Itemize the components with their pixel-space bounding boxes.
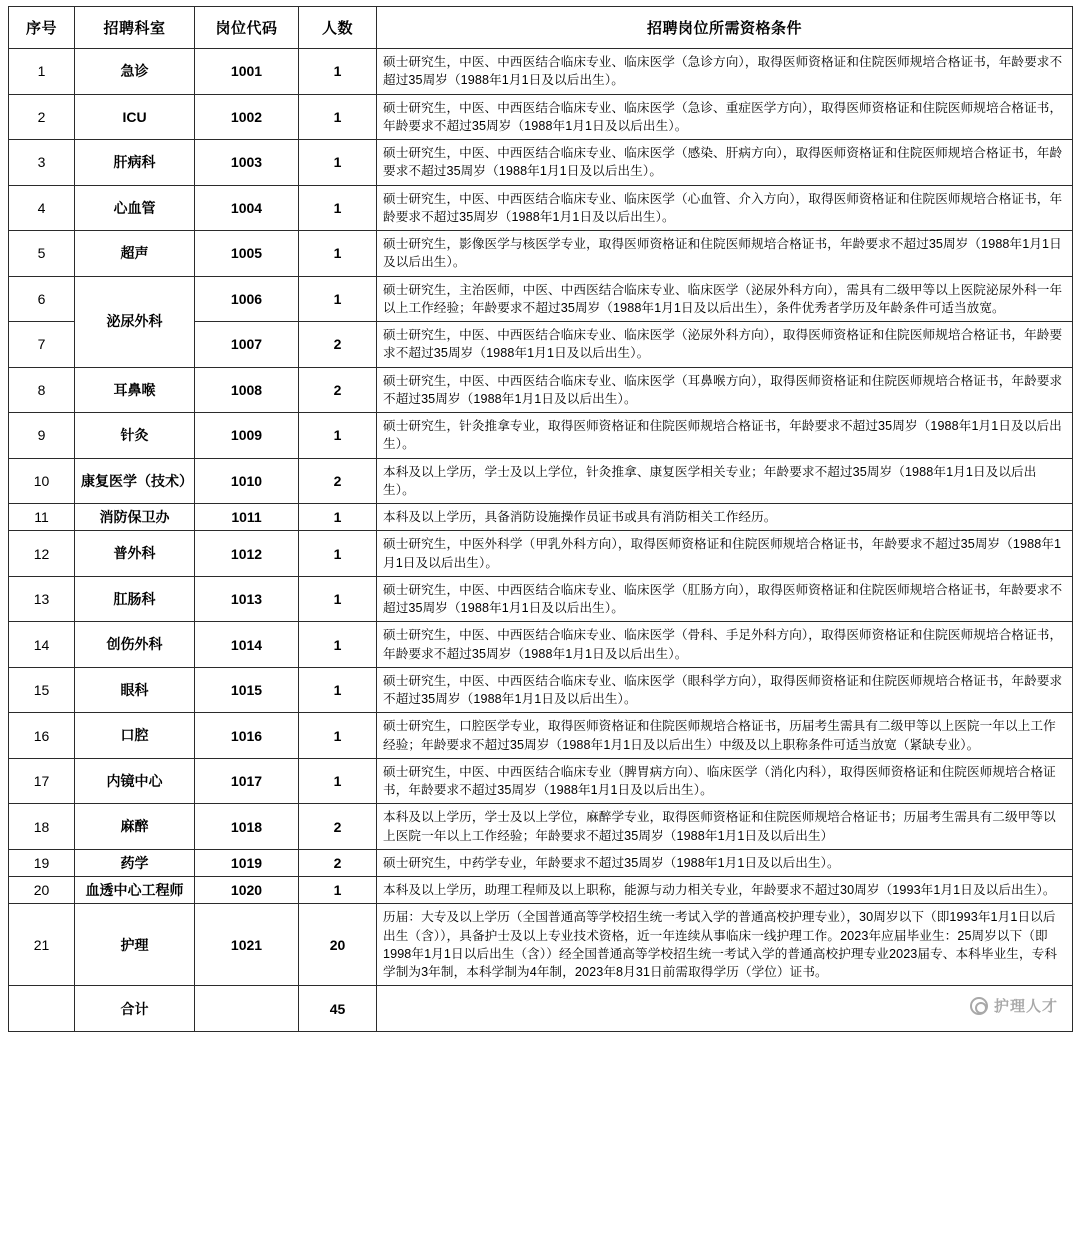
column-header-seq: 序号 bbox=[9, 7, 75, 49]
wechat-circle-icon bbox=[970, 997, 988, 1015]
recruitment-table bbox=[8, 6, 1073, 1032]
column-header-requirements: 招聘岗位所需资格条件 bbox=[377, 7, 1073, 49]
cell-headcount: 2 bbox=[299, 849, 377, 876]
cell-seq: 12 bbox=[9, 531, 75, 577]
watermark-text: 护理人才 bbox=[993, 998, 1058, 1016]
table-total-row bbox=[9, 986, 1073, 1032]
cell-seq: 20 bbox=[9, 877, 75, 904]
cell-department: 针灸 bbox=[75, 413, 195, 459]
cell-requirements: 历届：大专及以上学历（全国普通高等学校招生统一考试入学的普通高校护理专业），30周岁以下（即1993年1月1日以后出生（含）），具备护士及以上专业技术资格，近一年连续从事临床一线护理工作。2023年应届毕业生：25周岁以下（即1998年1月1日以后出生（含））经全国普通高等学校招生统一考试入学的普通高校护理专业2023届专、本科毕业生，专科学制为3年制，本科学制为4年制，2023年8月31日前需取得学历（学位）证书。 bbox=[377, 904, 1073, 986]
cell-headcount: 1 bbox=[299, 622, 377, 668]
cell-headcount: 1 bbox=[299, 185, 377, 231]
cell-department: 心血管 bbox=[75, 185, 195, 231]
cell-department: 超声 bbox=[75, 231, 195, 277]
table-row bbox=[9, 367, 1073, 413]
table-row bbox=[9, 849, 1073, 876]
cell-requirements: 本科及以上学历，具备消防设施操作员证书或具有消防相关工作经历。 bbox=[377, 504, 1073, 531]
cell-position-code: 1009 bbox=[195, 413, 299, 459]
table-row bbox=[9, 667, 1073, 713]
cell-headcount: 1 bbox=[299, 504, 377, 531]
cell-headcount: 2 bbox=[299, 367, 377, 413]
cell-seq: 11 bbox=[9, 504, 75, 531]
cell-department: 口腔 bbox=[75, 713, 195, 759]
cell-position-code: 1015 bbox=[195, 667, 299, 713]
cell-seq: 2 bbox=[9, 94, 75, 140]
table-row bbox=[9, 531, 1073, 577]
cell-requirements: 硕士研究生，中药学专业，年龄要求不超过35周岁（1988年1月1日及以后出生）。 bbox=[377, 849, 1073, 876]
cell-seq: 14 bbox=[9, 622, 75, 668]
cell-department: 消防保卫办 bbox=[75, 504, 195, 531]
cell-department: 急诊 bbox=[75, 49, 195, 95]
cell-department: 护理 bbox=[75, 904, 195, 986]
table-row bbox=[9, 576, 1073, 622]
cell-requirements: 硕士研究生，中医、中西医结合临床专业、临床医学（骨科、手足外科方向），取得医师资格证和住院医师规培合格证书，年龄要求不超过35周岁（1988年1月1日及以后出生）。 bbox=[377, 622, 1073, 668]
table-row bbox=[9, 94, 1073, 140]
cell-requirements: 硕士研究生，中医、中西医结合临床专业、临床医学（耳鼻喉方向），取得医师资格证和住院医师规培合格证书，年龄要求不超过35周岁（1988年1月1日及以后出生）。 bbox=[377, 367, 1073, 413]
column-header-department: 招聘科室 bbox=[75, 7, 195, 49]
cell-department: 泌尿外科 bbox=[75, 276, 195, 367]
table-row bbox=[9, 413, 1073, 459]
cell-department: 肛肠科 bbox=[75, 576, 195, 622]
cell-seq: 17 bbox=[9, 758, 75, 804]
cell-headcount: 1 bbox=[299, 758, 377, 804]
cell-position-code: 1012 bbox=[195, 531, 299, 577]
cell-total-blank-code bbox=[195, 986, 299, 1032]
cell-seq: 3 bbox=[9, 140, 75, 186]
cell-requirements: 硕士研究生，中医、中西医结合临床专业、临床医学（感染、肝病方向），取得医师资格证和住院医师规培合格证书，年龄要求不超过35周岁（1988年1月1日及以后出生）。 bbox=[377, 140, 1073, 186]
cell-headcount: 2 bbox=[299, 804, 377, 850]
cell-headcount: 1 bbox=[299, 231, 377, 277]
cell-requirements: 硕士研究生，中医、中西医结合临床专业、临床医学（急诊方向），取得医师资格证和住院医师规培合格证书，年龄要求不超过35周岁（1988年1月1日及以后出生）。 bbox=[377, 49, 1073, 95]
cell-seq: 19 bbox=[9, 849, 75, 876]
cell-requirements: 硕士研究生，中医、中西医结合临床专业、临床医学（泌尿外科方向），取得医师资格证和住院医师规培合格证书，年龄要求不超过35周岁（1988年1月1日及以后出生）。 bbox=[377, 322, 1073, 368]
table-row bbox=[9, 231, 1073, 277]
cell-position-code: 1011 bbox=[195, 504, 299, 531]
table-body bbox=[9, 49, 1073, 1032]
cell-requirements: 本科及以上学历，学士及以上学位，麻醉学专业，取得医师资格证和住院医师规培合格证书；历届考生需具有二级甲等以上医院一年以上工作经验；年龄要求不超过35周岁（1988年1月1日及以后出生） bbox=[377, 804, 1073, 850]
cell-headcount: 1 bbox=[299, 531, 377, 577]
cell-seq: 6 bbox=[9, 276, 75, 322]
table-row bbox=[9, 504, 1073, 531]
cell-seq: 13 bbox=[9, 576, 75, 622]
cell-position-code: 1007 bbox=[195, 322, 299, 368]
cell-headcount: 1 bbox=[299, 713, 377, 759]
cell-headcount: 1 bbox=[299, 413, 377, 459]
cell-position-code: 1010 bbox=[195, 458, 299, 504]
cell-total-label: 合计 bbox=[75, 986, 195, 1032]
cell-requirements: 硕士研究生，中医、中西医结合临床专业、临床医学（急诊、重症医学方向），取得医师资格证和住院医师规培合格证书，年龄要求不超过35周岁（1988年1月1日及以后出生）。 bbox=[377, 94, 1073, 140]
column-header-position-code: 岗位代码 bbox=[195, 7, 299, 49]
cell-position-code: 1013 bbox=[195, 576, 299, 622]
table-row bbox=[9, 185, 1073, 231]
cell-requirements: 硕士研究生，中医、中西医结合临床专业、临床医学（眼科学方向），取得医师资格证和住院医师规培合格证书，年龄要求不超过35周岁（1988年1月1日及以后出生）。 bbox=[377, 667, 1073, 713]
cell-requirements: 硕士研究生，针灸推拿专业，取得医师资格证和住院医师规培合格证书，年龄要求不超过35周岁（1988年1月1日及以后出生）。 bbox=[377, 413, 1073, 459]
cell-requirements: 硕士研究生，影像医学与核医学专业，取得医师资格证和住院医师规培合格证书，年龄要求不超过35周岁（1988年1月1日及以后出生）。 bbox=[377, 231, 1073, 277]
table-row bbox=[9, 622, 1073, 668]
cell-requirements: 本科及以上学历，助理工程师及以上职称，能源与动力相关专业，年龄要求不超过30周岁（1993年1月1日及以后出生）。 bbox=[377, 877, 1073, 904]
cell-headcount: 1 bbox=[299, 877, 377, 904]
cell-seq: 7 bbox=[9, 322, 75, 368]
cell-total-blank-seq bbox=[9, 986, 75, 1032]
cell-position-code: 1020 bbox=[195, 877, 299, 904]
cell-seq: 9 bbox=[9, 413, 75, 459]
cell-position-code: 1016 bbox=[195, 713, 299, 759]
cell-headcount: 1 bbox=[299, 140, 377, 186]
table-row bbox=[9, 458, 1073, 504]
cell-seq: 15 bbox=[9, 667, 75, 713]
cell-position-code: 1002 bbox=[195, 94, 299, 140]
cell-seq: 21 bbox=[9, 904, 75, 986]
column-header-headcount: 人数 bbox=[299, 7, 377, 49]
cell-requirements: 硕士研究生，口腔医学专业，取得医师资格证和住院医师规培合格证书，历届考生需具有二级甲等以上医院一年以上工作经验；年龄要求不超过35周岁（1988年1月1日及以后出生）中级及以上职称条件可适当放宽（紧缺专业）。 bbox=[377, 713, 1073, 759]
cell-position-code: 1006 bbox=[195, 276, 299, 322]
cell-department: 药学 bbox=[75, 849, 195, 876]
cell-department: 麻醉 bbox=[75, 804, 195, 850]
table-row bbox=[9, 276, 1073, 322]
cell-requirements: 硕士研究生，中医、中西医结合临床专业、临床医学（心血管、介入方向），取得医师资格证和住院医师规培合格证书，年龄要求不超过35周岁（1988年1月1日及以后出生）。 bbox=[377, 185, 1073, 231]
cell-requirements: 硕士研究生，中医、中西医结合临床专业（脾胃病方向）、临床医学（消化内科），取得医师资格证和住院医师规培合格证书，年龄要求不超过35周岁（1988年1月1日及以后出生）。 bbox=[377, 758, 1073, 804]
cell-department: ICU bbox=[75, 94, 195, 140]
cell-requirements: 硕士研究生，中医、中西医结合临床专业、临床医学（肛肠方向），取得医师资格证和住院医师规培合格证书，年龄要求不超过35周岁（1988年1月1日及以后出生）。 bbox=[377, 576, 1073, 622]
cell-department: 康复医学（技术） bbox=[75, 458, 195, 504]
cell-seq: 18 bbox=[9, 804, 75, 850]
table-row bbox=[9, 140, 1073, 186]
table-row bbox=[9, 877, 1073, 904]
cell-position-code: 1021 bbox=[195, 904, 299, 986]
cell-requirements: 本科及以上学历，学士及以上学位，针灸推拿、康复医学相关专业；年龄要求不超过35周岁（1988年1月1日及以后出生）。 bbox=[377, 458, 1073, 504]
watermark bbox=[970, 995, 1058, 1016]
cell-position-code: 1008 bbox=[195, 367, 299, 413]
cell-position-code: 1018 bbox=[195, 804, 299, 850]
table-row bbox=[9, 713, 1073, 759]
cell-headcount: 2 bbox=[299, 322, 377, 368]
cell-position-code: 1017 bbox=[195, 758, 299, 804]
cell-position-code: 1003 bbox=[195, 140, 299, 186]
cell-seq: 1 bbox=[9, 49, 75, 95]
cell-seq: 8 bbox=[9, 367, 75, 413]
table-row bbox=[9, 804, 1073, 850]
cell-headcount: 1 bbox=[299, 667, 377, 713]
table-row bbox=[9, 49, 1073, 95]
cell-seq: 10 bbox=[9, 458, 75, 504]
cell-headcount: 2 bbox=[299, 458, 377, 504]
cell-position-code: 1019 bbox=[195, 849, 299, 876]
cell-position-code: 1014 bbox=[195, 622, 299, 668]
cell-department: 血透中心工程师 bbox=[75, 877, 195, 904]
cell-headcount: 1 bbox=[299, 49, 377, 95]
cell-position-code: 1004 bbox=[195, 185, 299, 231]
cell-department: 普外科 bbox=[75, 531, 195, 577]
cell-total-blank-requirements bbox=[377, 986, 1073, 1032]
table-row bbox=[9, 758, 1073, 804]
cell-total-headcount: 45 bbox=[299, 986, 377, 1032]
cell-department: 创伤外科 bbox=[75, 622, 195, 668]
cell-headcount: 1 bbox=[299, 94, 377, 140]
cell-requirements: 硕士研究生，主治医师，中医、中西医结合临床专业、临床医学（泌尿外科方向），需具有二级甲等以上医院泌尿外科一年以上工作经验；年龄要求不超过35周岁（1988年1月1日及以后出生），条件优秀者学历及年龄条件可适当放宽。 bbox=[377, 276, 1073, 322]
cell-seq: 16 bbox=[9, 713, 75, 759]
cell-department: 眼科 bbox=[75, 667, 195, 713]
cell-headcount: 20 bbox=[299, 904, 377, 986]
cell-department: 耳鼻喉 bbox=[75, 367, 195, 413]
cell-department: 内镜中心 bbox=[75, 758, 195, 804]
cell-headcount: 1 bbox=[299, 576, 377, 622]
table-header bbox=[9, 7, 1073, 49]
cell-seq: 4 bbox=[9, 185, 75, 231]
cell-headcount: 1 bbox=[299, 276, 377, 322]
table-header-row bbox=[9, 7, 1073, 49]
cell-position-code: 1001 bbox=[195, 49, 299, 95]
cell-position-code: 1005 bbox=[195, 231, 299, 277]
cell-requirements: 硕士研究生，中医外科学（甲乳外科方向），取得医师资格证和住院医师规培合格证书，年龄要求不超过35周岁（1988年1月1日及以后出生）。 bbox=[377, 531, 1073, 577]
cell-department: 肝病科 bbox=[75, 140, 195, 186]
table-row bbox=[9, 904, 1073, 986]
cell-seq: 5 bbox=[9, 231, 75, 277]
